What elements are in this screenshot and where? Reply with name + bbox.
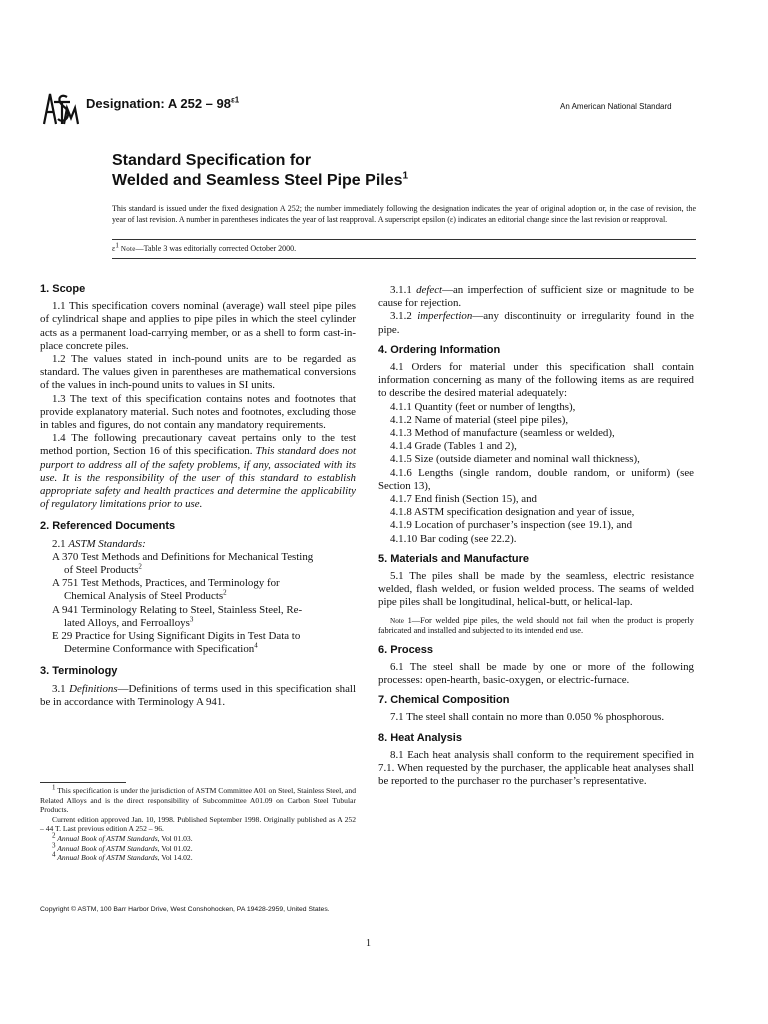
title-line-1: Standard Specification for bbox=[112, 152, 312, 169]
divider bbox=[112, 258, 696, 259]
right-column bbox=[378, 284, 694, 789]
paragraph: 5.1 The piles shall be made by the seamless, electric resistance welded, flash welded, or fusion welded process. The seams of welded pipe piles shall be longitudinal, helical-butt, or helical-lap. bbox=[378, 570, 694, 609]
note: Note 1—For welded pipe piles, the weld should not fail when the product is properly fabricated and installed and subjected to its intended end use. bbox=[378, 615, 694, 636]
section-heading-referenced-documents: 2. Referenced Documents bbox=[40, 520, 176, 533]
paragraph: 6.1 The steel shall be made by one or more of the following processes: open-hearth, basic-oxygen, or electric-furnace. bbox=[378, 660, 694, 687]
paragraph: 7.1 The steel shall contain no more than 0.050 % phosphorous. bbox=[390, 711, 665, 724]
paragraph: 1.3 The text of this specification contains notes and footnotes that provide explanatory material. Such notes and footnotes, excluding those in tables and figures, do not contain any mandatory requirements. bbox=[40, 392, 356, 432]
paragraph: 3.1.1 defect—an imperfection of sufficient size or magnitude to be cause for rejection. bbox=[378, 284, 694, 310]
list-item: 4.1.5 Size (outside diameter and nominal wall thickness), bbox=[390, 453, 640, 466]
section-heading-materials-and-manufacture: 5. Materials and Manufacture bbox=[378, 552, 529, 565]
footnote: $^2$ Annual Book of ASTM Standards, Vol 01.03. bbox=[52, 831, 193, 843]
paragraph: 1.1 This specification covers nominal (average) wall steel pipe piles of cylindrical shape and applies to pipe piles in which the steel cylinder acts as a permanent load-carrying member, or as a shell to form cast-in-place concrete piles. bbox=[40, 300, 356, 352]
footnote: $^1$ This specification is under the jurisdiction of ASTM Committee A01 on Steel, Stainless Steel, and Related Alloys and is the direct responsibility of Subcommittee A01.09 on Carbon Steel Tubular Products. bbox=[40, 783, 356, 815]
issued-note: This standard is issued under the fixed designation A 252; the number immediately following the designation indicates the year of original adoption or, in the case of revision, the year of last revision. A number in parentheses indicates the year of last reapproval. A superscript epsilon (ε) indicates an editorial change since the last revision or reapproval. bbox=[112, 204, 696, 224]
section-heading-process: 6. Process bbox=[378, 643, 434, 656]
section-heading-chemical-composition: 7. Chemical Composition bbox=[378, 694, 510, 707]
footnote: $^3$ Annual Book of ASTM Standards, Vol 01.02. bbox=[52, 841, 193, 853]
reference-item: A 751 Test Methods, Practices, and Terminology for Chemical Analysis of Steel Products$^2$ bbox=[52, 577, 280, 603]
list-item: 4.1.6 Lengths (single random, double random, or uniform) (see Section 13), bbox=[378, 466, 694, 492]
paragraph: 1.4 The following precautionary caveat pertains only to the test method portion, Section 16 of this specification. This standard does not purport to address all of the safety problems, if any, associated with its use. It is the responsibility of the user of this standard to establish appropriate safety and health practices and determine the applicability of regulatory limitations prior to use. bbox=[40, 432, 356, 511]
paragraph: 1.2 The values stated in inch-pound units are to be regarded as standard. The values given in parentheses are mathematical conversions of the values in inch-pound units to values in SI units. bbox=[40, 353, 356, 392]
left-column bbox=[40, 283, 356, 709]
reference-item: A 370 Test Methods and Definitions for Mechanical Testing of Steel Products$^2$ bbox=[52, 550, 314, 577]
paragraph: 8.1 Each heat analysis shall conform to the requirement specified in 7.1. When requested by the purchaser, the applicable heat analyses shall be reported to the purchaser ro the purchaser’s representative. bbox=[378, 748, 694, 788]
paragraph: 3.1 Definitions—Definitions of terms used in this specification shall be in accordance with Terminology A 941. bbox=[40, 682, 356, 708]
list-item: 4.1.2 Name of material (steel pipe piles), bbox=[390, 413, 569, 426]
paragraph: 3.1.2 imperfection—any discontinuity or irregularity found in the pipe. bbox=[378, 310, 694, 336]
designation: Designation: A $252 - 98^{\varepsilon 1}$ bbox=[86, 95, 240, 111]
footnote: $^4$ Annual Book of ASTM Standards, Vol 14.02. bbox=[52, 850, 193, 863]
astm-logo bbox=[40, 88, 80, 128]
reference-item: A 941 Terminology Relating to Steel, Stainless Steel, Re- lated Alloys, and Ferroalloys$^3$ bbox=[52, 603, 303, 629]
list-item: 4.1.1 Quantity (feet or number of lengths), bbox=[390, 400, 576, 413]
list-item: 4.1.3 Method of manufacture (seamless or welded), bbox=[390, 427, 615, 440]
list-item: 4.1.9 Location of purchaser’s inspection (see 19.1), and bbox=[390, 519, 633, 532]
list-item: 4.1.8 ASTM specification designation and year of issue, bbox=[390, 506, 635, 519]
footnotes bbox=[40, 783, 356, 863]
section-heading-terminology: 3. Terminology bbox=[40, 665, 118, 678]
paragraph: 2.1 ASTM Standards: bbox=[52, 537, 146, 550]
list-item: 4.1.10 Bar coding (see 22.2). bbox=[390, 532, 517, 545]
section-heading-scope: 1. Scope bbox=[40, 283, 86, 295]
list-item: 4.1.4 Grade (Tables 1 and 2), bbox=[390, 440, 517, 453]
footnote: Current edition approved Jan. 10, 1998. Published September 1998. Originally published as A 252 – 44 T. Last previous edition A 252 – 96. bbox=[40, 814, 356, 834]
paragraph: 4.1 Orders for material under this specification shall contain information concerning as many of the following items as are required to describe the desired material adequately: bbox=[378, 361, 694, 400]
reference-item: E 29 Practice for Using Significant Digits in Test Data to Determine Conformance with Specification$^4$ bbox=[52, 630, 301, 656]
editorial-note: $\varepsilon^1$ Note—Table 3 was editorially corrected October 2000. bbox=[112, 241, 297, 253]
section-heading-ordering-information: 4. Ordering Information bbox=[378, 343, 501, 356]
american-national-standard: An American National Standard bbox=[560, 102, 672, 111]
page-number: 1 bbox=[366, 938, 371, 949]
list-item: 4.1.7 End finish (Section 15), and bbox=[390, 493, 538, 506]
divider bbox=[112, 239, 696, 240]
copyright: Copyright © ASTM, 100 Barr Harbor Drive, West Conshohocken, PA 19428-2959, United States. bbox=[40, 906, 330, 913]
title-line-2: Welded and Seamless Steel Pipe Piles$^1$ bbox=[112, 170, 409, 189]
section-heading-heat-analysis: 8. Heat Analysis bbox=[378, 731, 462, 744]
